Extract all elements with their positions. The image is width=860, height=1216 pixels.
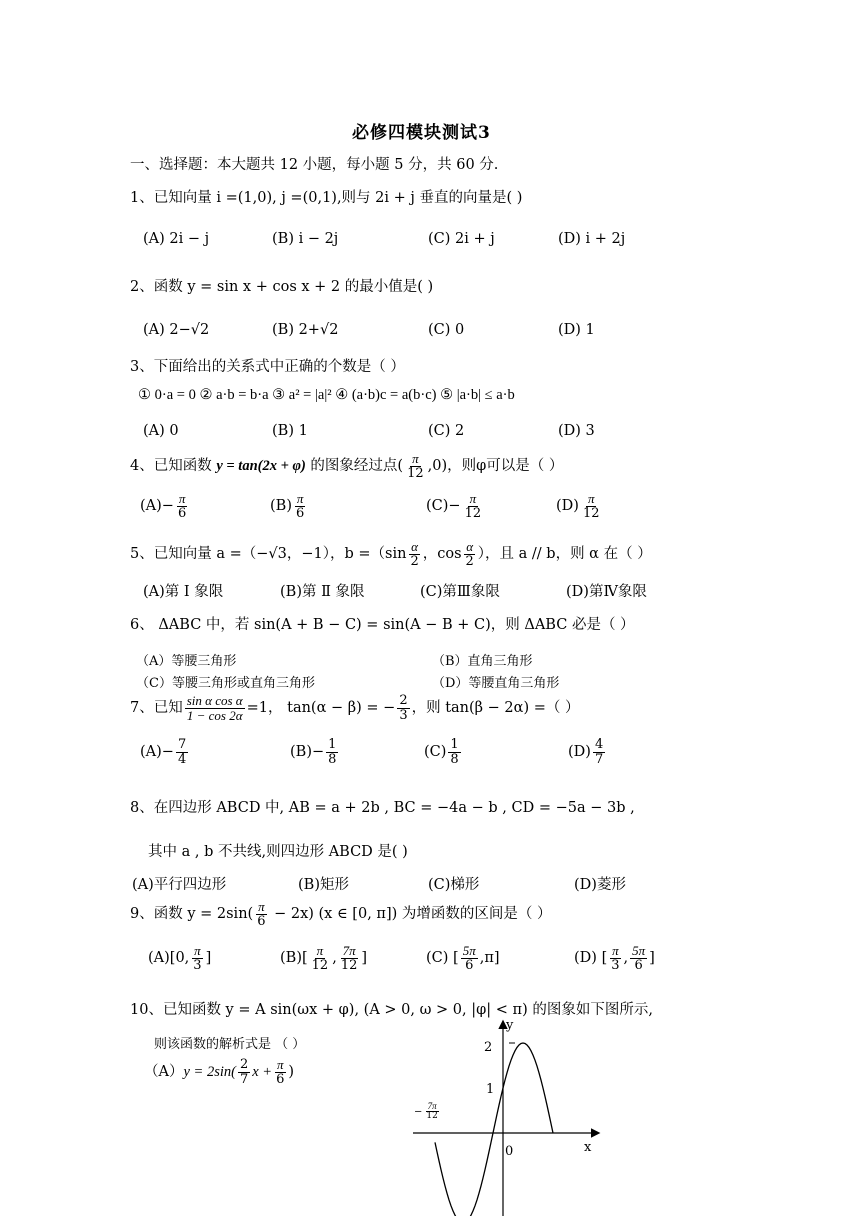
graph-y-label: y bbox=[506, 1018, 514, 1033]
question-3-option-b: (B) 1 bbox=[272, 423, 308, 439]
question-7-option-b: (B)− $\frac{1}{8}$ bbox=[290, 737, 337, 767]
question-3-stem: 3、下面给出的关系式中正确的个数是（ ） bbox=[130, 359, 405, 375]
question-6-option-b: （B）直角三角形 bbox=[432, 654, 533, 669]
question-1-option-a: (A) 2i − j bbox=[143, 231, 210, 247]
question-6-stem: 6、 ΔABC 中，若 sin(A + B − C) = sin(A − B + C)，则 ΔABC 必是（ ） bbox=[130, 617, 635, 633]
question-7-option-a: (A)− $\frac{7}{4}$ bbox=[140, 737, 187, 767]
graph-tick-1: 1 bbox=[486, 1082, 495, 1097]
question-4-option-b: (B) $\frac{\pi}{6}$ bbox=[270, 491, 305, 521]
question-4-option-d: (D) $\frac{\pi}{12}$ bbox=[556, 491, 600, 521]
question-9-stem: 9、函数 y = 2sin( $\frac{\pi}{6}$ − 2x) (x ∈ [0, π]) 为增函数的区间是（ ） bbox=[130, 899, 552, 929]
question-8-stem-2: 其中 a , b 不共线,则四边形 ABCD 是( ) bbox=[148, 844, 408, 860]
section-header: 一、选择题：本大题共 12 小题，每小题 5 分，共 60 分. bbox=[130, 157, 499, 173]
question-2-option-a: (A) 2−√2 bbox=[143, 322, 210, 338]
graph-neg-tick: − $\frac{7\pi}{12}$ bbox=[414, 1101, 438, 1122]
question-3-formula: ① 0·a = 0 ② a·b = b·a ③ a² = |a|² ④ (a·b)c = a(b·c) ⑤ |a·b| ≤ a·b bbox=[138, 387, 515, 403]
graph-x-label: x bbox=[584, 1140, 592, 1155]
question-9-option-b: (B)[ $\frac{\pi}{12}$ , $\frac{7\pi}{12}$ ] bbox=[280, 943, 368, 973]
question-4-option-a: (A)− $\frac{\pi}{6}$ bbox=[140, 491, 187, 521]
question-7-stem: 7、已知 $\frac{\text{sin α cos α}}{1 - \cos 2\alpha}$ =1， tan(α − β) = − $\frac{2}{3}$ ，则 tan(β − 2α) =（ ） bbox=[130, 693, 580, 723]
question-8-option-d: (D)菱形 bbox=[574, 877, 626, 893]
question-2-stem: 2、函数 y = sin x + cos x + 2 的最小值是( ) bbox=[130, 279, 434, 295]
question-2-option-d: (D) 1 bbox=[558, 322, 595, 338]
question-9-option-d: (D) [ $\frac{\pi}{3}$ , $\frac{5\pi}{6}$ ] bbox=[574, 943, 655, 973]
question-10-sub: 则该函数的解析式是 （ ） bbox=[154, 1037, 306, 1052]
question-3-option-c: (C) 2 bbox=[428, 423, 465, 439]
question-7-option-d: (D) $\frac{4}{7}$ bbox=[568, 737, 604, 767]
question-2-option-c: (C) 0 bbox=[428, 322, 465, 338]
question-7-option-c: (C) $\frac{1}{8}$ bbox=[424, 737, 459, 767]
question-1-option-c: (C) 2i + j bbox=[428, 231, 495, 247]
question-5-option-b: (B)第 Ⅱ 象限 bbox=[280, 584, 365, 600]
graph-origin: 0 bbox=[505, 1144, 514, 1159]
question-9-option-c: (C) [ $\frac{5\pi}{6}$ ,π] bbox=[426, 943, 500, 973]
question-9-option-a: (A)[0, $\frac{\pi}{3}$ ] bbox=[148, 943, 212, 973]
question-4-option-c: (C)− $\frac{\pi}{12}$ bbox=[426, 491, 482, 521]
question-5-stem: 5、已知向量 a =（−√3，−1），b =（sin $\frac{\alpha}{2}$ ，cos $\frac{\alpha}{2}$ ），且 a // b，则 α 在（ ） bbox=[130, 539, 652, 569]
question-1-option-b: (B) i − 2j bbox=[272, 231, 339, 247]
question-5-option-c: (C)第Ⅲ象限 bbox=[420, 584, 500, 600]
question-3-option-a: (A) 0 bbox=[143, 423, 179, 439]
graph-tick-2: 2 bbox=[484, 1040, 493, 1055]
question-5-option-a: (A)第 Ⅰ 象限 bbox=[143, 584, 224, 600]
question-4-stem: 4、已知函数 y = tan(2x + φ) 的图象经过点( $\frac{\pi}{12}$ ,0)，则φ可以是（ ） bbox=[130, 451, 564, 481]
question-8-option-b: (B)矩形 bbox=[298, 877, 349, 893]
question-1-stem: 1、已知向量 i =(1,0), j =(0,1),则与 2i + j 垂直的向量是( ) bbox=[130, 190, 523, 206]
question-6-option-a: （A）等腰三角形 bbox=[136, 654, 237, 669]
question-6-option-c: （C）等腰三角形或直角三角形 bbox=[136, 676, 315, 691]
question-6-option-d: （D）等腰直角三角形 bbox=[432, 676, 560, 691]
question-8-option-c: (C)梯形 bbox=[428, 877, 480, 893]
sine-curve bbox=[435, 1043, 553, 1216]
question-3-option-d: (D) 3 bbox=[558, 423, 595, 439]
question-10-option-a: （A）y = 2sin( $\frac{2}{7}$ x + $\frac{\pi}{6}$ ) bbox=[144, 1057, 295, 1087]
question-10-stem: 10、已知函数 y = A sin(ωx + φ), (A > 0, ω > 0, |φ| < π) 的图象如下图所示, bbox=[130, 1002, 653, 1018]
question-8-option-a: (A)平行四边形 bbox=[132, 877, 227, 893]
question-8-stem: 8、在四边形 ABCD 中, AB = a + 2b , BC = −4a − b , CD = −5a − 3b , bbox=[130, 800, 635, 816]
question-2-option-b: (B) 2+√2 bbox=[272, 322, 339, 338]
question-1-option-d: (D) i + 2j bbox=[558, 231, 626, 247]
question-5-option-d: (D)第Ⅳ象限 bbox=[566, 584, 647, 600]
page-title: 必修四模块测试3 bbox=[352, 123, 491, 143]
